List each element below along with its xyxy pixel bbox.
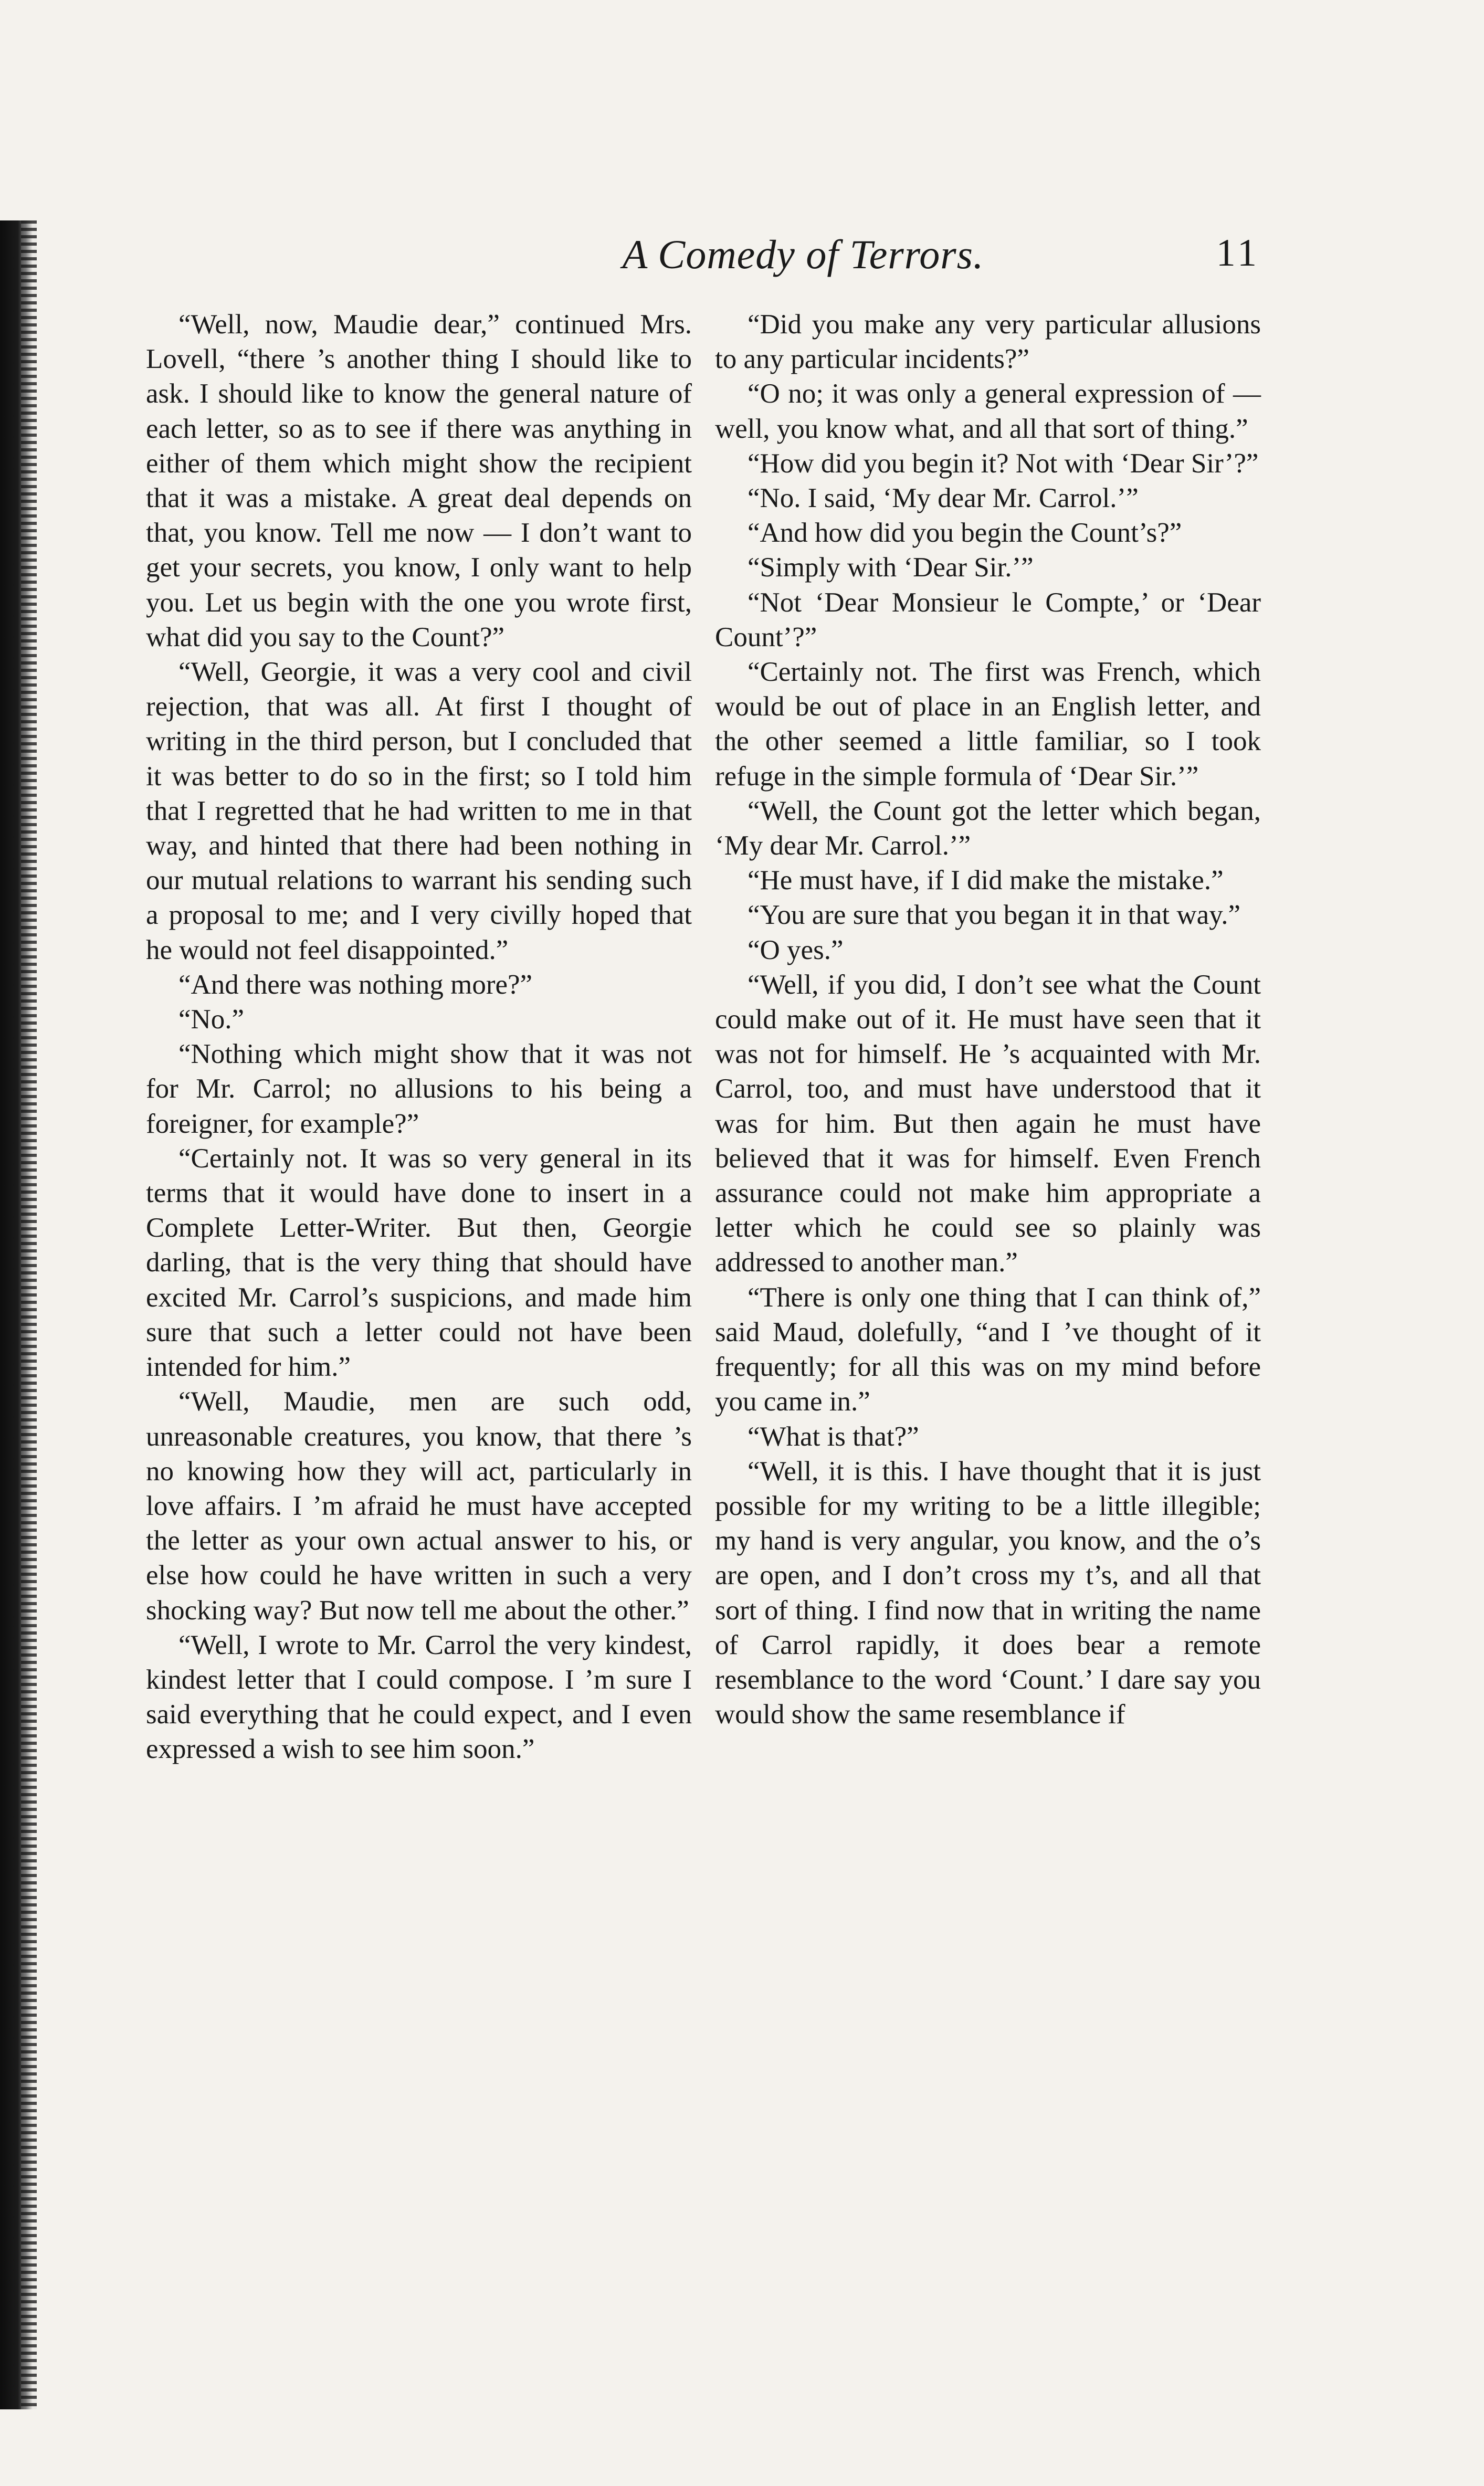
paragraph: “O no; it was only a general expression of — well, you know what, and all that sort of thing.” (715, 378, 1261, 444)
paragraph: “He must have, if I did make the mistake.” (748, 865, 1224, 896)
paragraph: “There is only one thing that I can think of,” said Maud, dolefully, “and I ’ve thought of it frequently; for all this was on my mind before you came in.” (715, 1282, 1261, 1417)
paragraph: “And how did you begin the Count’s?” (748, 518, 1182, 549)
paragraph: “Well, I wrote to Mr. Carrol the very kindest, kindest letter that I could compose. I ’m sure I said everything that he could expect, and I even expressed a wish to see him soon.” (146, 1629, 692, 1765)
paragraph: “Well, Georgie, it was a very cool and civil rejection, that was all. At first I thought of writing in the third person, but I concluded that it was better to do so in the first; so I told him that I regretted that he had written to me in that way, and hinted that there had been nothing in our mutual relations to warrant his sending such a proposal to me; and I very civilly hoped that he would not feel disappointed.” (146, 657, 692, 965)
paragraph: “Simply with ‘Dear Sir.’” (748, 552, 1034, 583)
paragraph: “Certainly not. It was so very general in its terms that it would have done to insert in a Complete Letter-Writer. But then, Georgie darling, that is the very thing that should have excited Mr. Carrol’s suspicions, and made him sure that such a letter could not have been intended for him.” (146, 1143, 692, 1383)
paragraph: “No. I said, ‘My dear Mr. Carrol.’” (748, 483, 1139, 514)
paragraph: “O yes.” (748, 934, 844, 965)
right-column (715, 307, 1261, 1732)
paragraph: “Well, it is this. I have thought that it is just possible for my writing to be a little illegible; my hand is very angular, you know, and the o’s are open, and I don’t cross my t’s, and all that sort of thing. I find now that in writing the name of Carrol rapidly, it does bear a remote resemblance to the word ‘Count.’ I dare say you would show the same resemblance if (715, 1456, 1261, 1730)
paragraph: “Well, now, Maudie dear,” continued Mrs. Lovell, “there ’s another thing I should like to ask. I should like to know the general nature of each letter, so as to see if there was anything in either of them which might show the recipient that it was a mistake. A great deal depends on that, you know. Tell me now — I don’t want to get your secrets, you know, I only want to help you. Let us begin with the one you wrote first, what did you say to the Count?” (146, 309, 692, 652)
paragraph: “Certainly not. The first was French, which would be out of place in an English letter, and the other seemed a little familiar, so I took refuge in the simple formula of ‘Dear Sir.’” (715, 657, 1261, 792)
paragraph: “What is that?” (748, 1421, 919, 1452)
left-column (146, 307, 692, 1767)
paragraph: “You are sure that you began it in that way.” (748, 900, 1241, 931)
paragraph: “Well, if you did, I don’t see what the Count could make out of it. He must have seen that it was not for himself. He ’s acquainted with Mr. Carrol, too, and must have understood that it was for him. But then again he must have believed that it was for himself. Even French assurance could not make him appropriate a letter which he could see so plainly was addressed to another man.” (715, 969, 1261, 1278)
paragraph: “How did you begin it? Not with ‘Dear Sir’?” (748, 448, 1259, 479)
paragraph: “Did you make any very particular allusions to any particular incidents?” (715, 309, 1261, 375)
paragraph: “And there was nothing more?” (178, 969, 533, 1000)
paragraph: “Nothing which might show that it was not for Mr. Carrol; no allusions to his being a foreigner, for example?” (146, 1039, 692, 1139)
paragraph: “Well, Maudie, men are such odd, unreasonable creatures, you know, that there ’s no knowing how they will act, particularly in love affairs. I ’m afraid he must have accepted the letter as your own actual answer to his, or else how could he have written in such a very shocking way? But now tell me about the other.” (146, 1386, 692, 1626)
paragraph: “Well, the Count got the letter which began, ‘My dear Mr. Carrol.’” (715, 795, 1261, 861)
paragraph: “No.” (178, 1004, 245, 1035)
book-binding-edge (0, 220, 33, 2409)
page-number: 11 (1216, 231, 1260, 275)
page-header (504, 231, 1260, 278)
running-title: A Comedy of Terrors. (622, 231, 984, 277)
paragraph: “Not ‘Dear Monsieur le Compte,’ or ‘Dear Count’?” (715, 587, 1261, 652)
